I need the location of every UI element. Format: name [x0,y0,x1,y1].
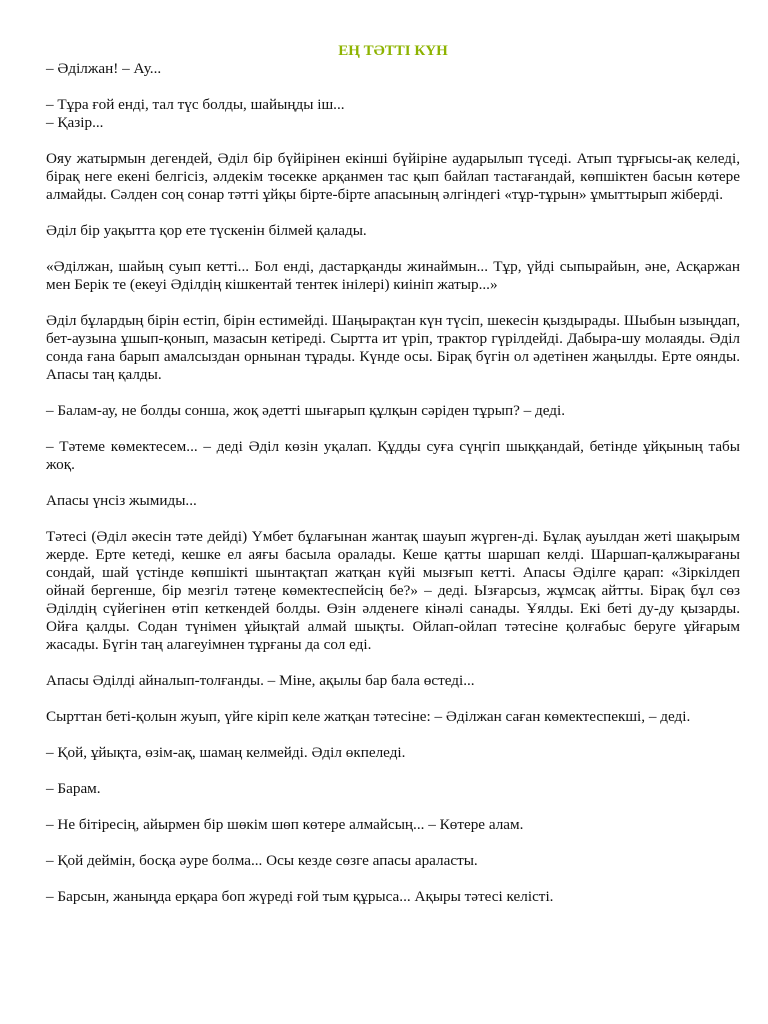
paragraph: – Не бітіресің, айырмен бір шөкім шөп көтере алмайсың... – Көтере алам. [46,816,524,833]
paragraph: «Әділжан, шайың суып кетті... Бол енді, дастарқанды жинаймын... Тұр, үйді сыпырайын, әне, Асқаржан мен Берік те (екеуі Әділдің кішкентай тентек інілері) киініп жатыр...» [46,258,740,293]
paragraph: Тәтесі (Әділ әкесін тәте дейді) Үмбет бұлағынан жантақ шауып жүрген-ді. Бұлақ ауылдан жеті шақырым жерде. Ерте кетеді, кешке ел аяғы басыла оралады. Кеше қатты шаршап келді. Шаршап-қалжырағаны сондай, шай үстінде көпшікті шынтақтап жатқан күйі мызғып кетті. Апасы Әділге қарап: «Зіркілдеп ойнай бергенше, бір мезгіл тәтеңе көмектеспейсің бе?» – деді. Ызғарсыз, жұмсақ айтты. Бірақ бұл сөз Әділдің сүйегінен өтіп кеткендей болды. Өзін әлденеге кінәлі санады. Ұялды. Екі беті ду-ду қызарды. Ойға қалды. Содан түнімен ұйықтай алмай шықты. Ойлап-ойлап тәтесіне қолғабыс беруге ұйғарым жасады. Бүгін таң алагеуімнен тұрғаны да сол еді. [46,528,740,653]
paragraph: – Қазір... [46,114,104,131]
paragraph: Апасы Әділді айналып-толғанды. – Міне, ақылы бар бала өстеді... [46,672,475,689]
paragraph: Әділ бір уақытта қор ете түскенін білмей қалады. [46,222,367,239]
paragraph: – Тұра ғой енді, тал түс болды, шайыңды іш... [46,96,345,113]
document-page [46,42,740,924]
document-title: ЕҢ ТӘТТІ КҮН [338,43,448,59]
paragraph: Ояу жатырмын дегендей, Әділ бір бүйірінен екінші бүйіріне аударылып түседі. Атып тұрғысы-ақ келеді, бірақ неге екені белгісіз, әлдекім төсекке арқанмен тас қып байлап тастағандай, көпшіктен басын көтере алмайды. Сәлден соң сонар тәтті ұйқы бірте-бірте апасының әлгіндегі «тұр-тұрын» ұмыттырып жіберді. [46,150,740,203]
paragraph: Сырттан беті-қолын жуып, үйге кіріп келе жатқан тәтесіне: – Әділжан саған көмектеспекші, – деді. [46,708,691,725]
paragraph: – Әділжан! – Ау... [46,60,162,77]
paragraph: Әділ бұлардың бірін естіп, бірін естимейді. Шаңырақтан күн түсіп, шекесін қыздырады. Шыбын ызыңдап, бет-аузына ұшып-қонып, мазасын кетіреді. Сыртта ит үріп, трактор гүрілдейді. Дабыра-шу молаяды. Әділ сонда ғана барып амалсыздан орнынан тұрады. Күнде осы. Бірақ бүгін ол әдетінен жаңылды. Ерте оянды. Апасы таң қалды. [46,312,740,383]
paragraph: – Қой, ұйықта, өзім-ақ, шамаң келмейді. Әділ өкпеледі. [46,744,406,761]
paragraph: – Барам. [46,780,101,797]
paragraph: – Барсын, жаныңда ерқара боп жүреді ғой тым құрыса... Ақыры тәтесі келісті. [46,888,554,905]
paragraph: – Қой деймін, босқа әуре болма... Осы кезде сөзге апасы араласты. [46,852,478,869]
paragraph: – Тәтеме көмектесем... – деді Әділ көзін уқалап. Құдды суға сүңгіп шыққандай, бетінде ұйқының табы жоқ. [46,438,740,473]
paragraph: Апасы үнсіз жымиды... [46,492,197,509]
paragraph: – Балам-ау, не болды сонша, жоқ әдетті шығарып құлқын сәріден тұрып? – деді. [46,402,566,419]
